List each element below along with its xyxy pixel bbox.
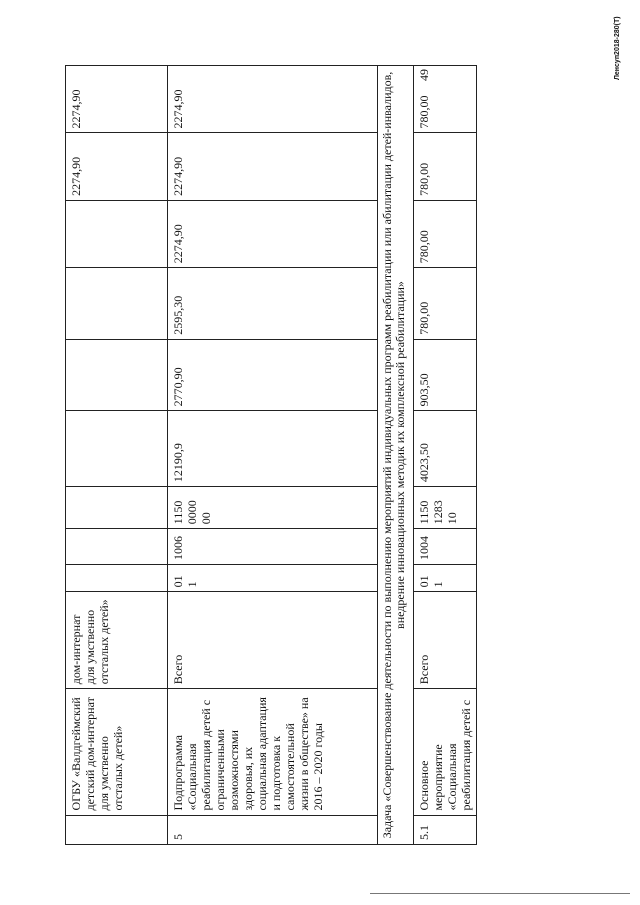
row-2018: 780,00 [414,200,477,267]
row-csr: 1150 0000 00 [168,487,378,529]
row-source: Всего [414,592,477,689]
row-name: Подпрограмма «Социальная реабилитация детей с ограниченными возможностями здоровья, их социальная адаптация и подготовка к самостоятельной жизни в обществе» на 2016 – 2020 годы [168,689,378,815]
row-rzpr: 1006 [168,529,378,565]
row-rzpr [66,529,168,565]
row-2019: 2274,90 [168,133,378,200]
row-number: 5.1 [414,815,477,844]
row-2019: 2274,90 [66,133,168,200]
task-row [378,66,414,845]
row-grbs: 01 1 [168,565,378,592]
row-2018: 2274,90 [168,200,378,267]
row-total: 12190,9 [168,411,378,487]
row-number: 5 [168,815,378,844]
row-rzpr: 1004 [414,529,477,565]
row-csr [66,487,168,529]
row-2020: 2274,90 [66,66,168,133]
row-2018 [66,200,168,267]
row-2017 [66,268,168,340]
row-grbs: 01 1 [414,565,477,592]
document-code: Ленсуп2018-280(Т) [614,16,621,80]
row-total [66,411,168,487]
table-row [168,66,378,845]
row-2016: 903,50 [414,339,477,411]
row-2020: 2274,90 [168,66,378,133]
row-source: дом-интернат для умственно отсталых детей» [66,592,168,689]
row-csr: 1150 1283 10 [414,487,477,529]
row-2016: 2770,90 [168,339,378,411]
row-2017: 2595,30 [168,268,378,340]
page-number: 49 [417,69,431,81]
row-name: ОГБУ «Валдгеймский детский дом-интернат для умственно отсталых детей» [66,689,168,815]
row-2017: 780,00 [414,268,477,340]
row-2016 [66,339,168,411]
task-text: Задача «Совершенствование деятельности по выполнению мероприятий индивидуальных программ реабилитации или абилитации детей-инвалидов, внедрение инновационных методик их комплексной реабилитации» [378,66,414,845]
table-row [66,66,168,845]
table-row [414,66,477,845]
row-source: Всего [168,592,378,689]
row-name: Основное мероприятие «Социальная реабилитация детей с [414,689,477,815]
row-2019: 780,00 [414,133,477,200]
budget-table [65,65,477,845]
row-total: 4023,50 [414,411,477,487]
footer-line [370,893,630,894]
row-number [66,815,168,844]
rotated-page [65,65,473,845]
row-2020: 780,00 [414,66,477,133]
row-grbs [66,565,168,592]
